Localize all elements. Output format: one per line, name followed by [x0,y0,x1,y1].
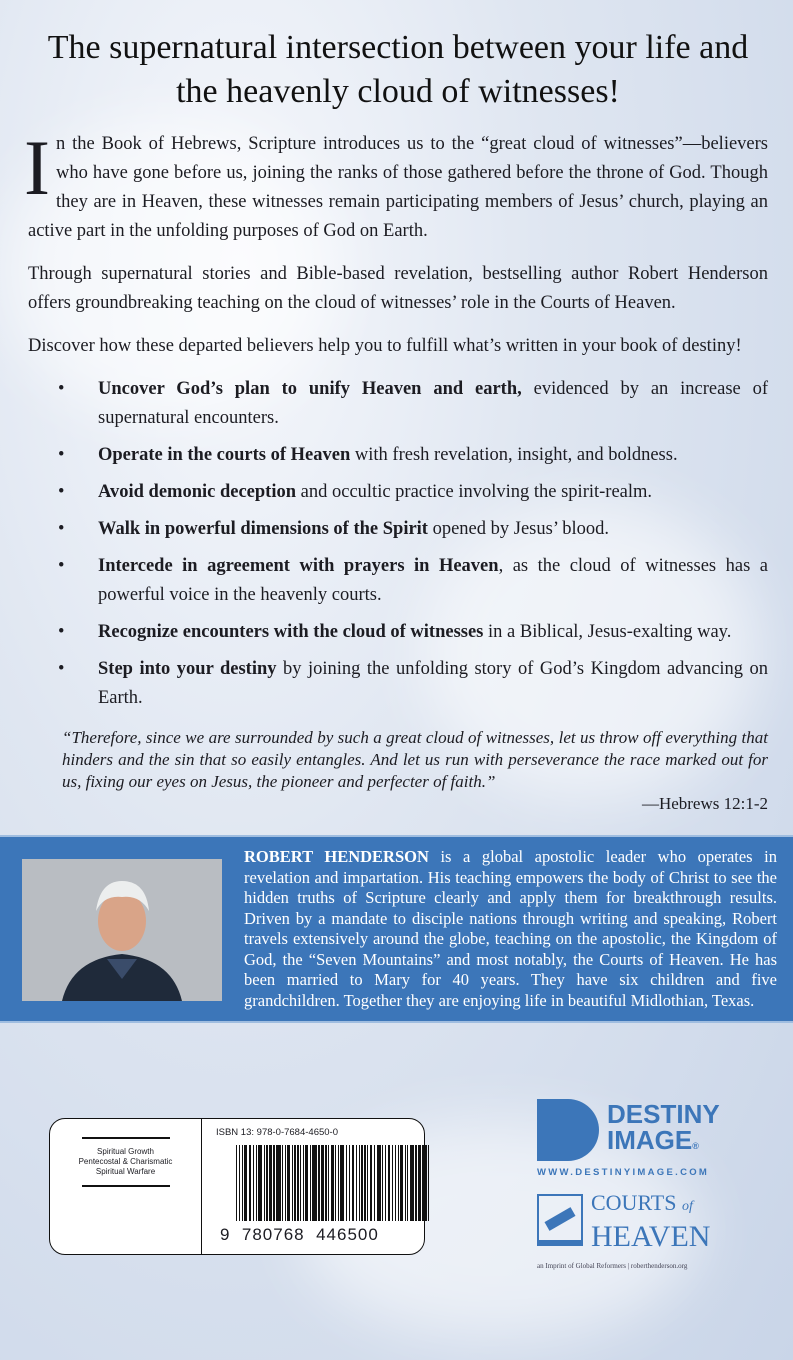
barcode-bar [292,1145,293,1221]
barcode-bar [340,1145,344,1221]
isbn-barcode-label [49,1118,425,1255]
barcode-bar [312,1145,316,1221]
barcode-bar [367,1145,368,1221]
barcode-bar [405,1145,406,1221]
barcode-bar [388,1145,391,1221]
intro-paragraph [24,124,768,246]
barcode-bar [410,1145,414,1221]
barcode-bar [242,1145,243,1221]
barcode-bar [395,1145,396,1221]
imprint-note: an Imprint of Global Reformers | roberthenderson.org [537,1262,688,1270]
barcode-bar [269,1145,272,1221]
barcode-bar [415,1145,416,1221]
destiny-image-logo [537,1099,777,1270]
barcode-bar [382,1145,383,1221]
barcode-bar [305,1145,308,1221]
barcode-bar [422,1145,423,1221]
barcode-bar [349,1145,350,1221]
barcode-bar [356,1145,357,1221]
barcode-bar [328,1145,329,1221]
category: Pentecostal & Charismatic [78,1157,173,1166]
category: Spiritual Warfare [95,1167,156,1176]
registered-mark: ® [692,1141,699,1151]
gavel-icon [537,1194,583,1246]
scripture-quote [62,727,768,815]
barcode-bar [287,1145,290,1221]
imprint-name-2: HEAVEN [591,1220,711,1253]
list-item: • Avoid demonic deception and occultic practice involving the spirit-realm. [58,478,768,507]
barcode-bar [374,1145,375,1221]
category-list [50,1119,202,1254]
imprint-name-1: COURTS [591,1190,677,1215]
barcode-bar [346,1145,347,1221]
quote-reference: —Hebrews 12:1-2 [641,794,768,813]
barcode-bar [335,1145,336,1221]
barcode-bar [370,1145,373,1221]
barcode-bar [318,1145,319,1221]
barcode-bar [239,1145,240,1221]
barcode-bar [321,1145,324,1221]
barcode-bar [425,1145,426,1221]
barcode-bar [264,1145,265,1221]
category: Spiritual Growth [97,1147,154,1156]
barcode-bar [310,1145,311,1221]
barcode-bar [392,1145,393,1221]
paragraph-2: Through supernatural stories and Bible-based revelation, bestselling author Robert Henderson offers groundbreaking teaching on the cloud of witnesses’ role in the Courts of Heaven. [28,264,768,313]
barcode-bar [244,1145,247,1221]
author-bio-band [0,835,793,1023]
barcode-bar [258,1145,262,1221]
headline: The supernatural intersection between your life and the heavenly cloud of witnesses! [47,29,749,110]
list-item: • Operate in the courts of Heaven with fresh revelation, insight, and boldness. [58,441,768,470]
barcode-bar [418,1145,421,1221]
barcode-bar [359,1145,360,1221]
barcode-bar [303,1145,304,1221]
list-item: • Walk in powerful dimensions of the Spirit opened by Jesus’ blood. [58,515,768,544]
barcode-bar [398,1145,399,1221]
list-item: • Step into your destiny by joining the unfolding story of God’s Kingdom advancing on Earth. [58,655,768,713]
barcode-bar [400,1145,403,1221]
paragraph-3: Discover how these departed believers help you to fulfill what’s written in your book of destiny! [28,336,742,356]
barcode-bar [253,1145,254,1221]
imprint-of: of [681,1199,693,1214]
author-photo [22,859,222,1001]
barcode-bar [294,1145,295,1221]
publisher-url: WWW.DESTINYIMAGE.COM [537,1167,710,1178]
barcode-bar [297,1145,298,1221]
list-item: • Intercede in agreement with prayers in Heaven, as the cloud of witnesses has a powerful voice in the heavenly courts. [58,552,768,610]
barcode [236,1145,431,1221]
list-item: • Uncover God’s plan to unify Heaven and earth, evidenced by an increase of supernatural encounters. [58,375,768,433]
barcode-bar [338,1145,339,1221]
drop-cap: I [24,124,50,211]
barcode-bar [331,1145,334,1221]
barcode-digits: 9 780768 446500 [220,1225,379,1244]
barcode-bar [364,1145,365,1221]
barcode-bar [282,1145,283,1221]
barcode-bar [285,1145,286,1221]
author-bio: ROBERT HENDERSON is a global apostolic leader who operates in revelation and impartation. His teaching empowers the body of Christ to see the hidden truths of Scripture clearly and apply them for breakthrough results. Driven by a mandate to disciple nations through writing and speaking, Robert travels extensively around the globe, teaching on the apostolic, the Kingdom of God, the “Seven Mountains” and most notably, the Courts of Heaven. He has been married to Mary for 40 years. They have six children and five grandchildren. Together they are enjoying life in beautiful Midlothian, Texas. [244,847,777,1010]
publisher-name-2: IMAGE [607,1125,693,1155]
barcode-bar [256,1145,257,1221]
quote-text: “Therefore, since we are surrounded by such a great cloud of witnesses, let us throw off everything that hinders and the sin that so easily entangles. And let us run with perseverance the race marked out for us, fixing our eyes on Jesus, the pioneer and perfecter of faith.” [62,728,768,791]
barcode-bar [385,1145,386,1221]
barcode-bar [266,1145,267,1221]
barcode-bar [377,1145,381,1221]
barcode-bar [276,1145,280,1221]
barcode-bar [352,1145,355,1221]
isbn-text: ISBN 13: 978-0-7684-4650-0 [216,1127,338,1138]
barcode-bar [300,1145,301,1221]
footer [0,1023,793,1323]
barcode-bar [325,1145,326,1221]
barcode-bar [407,1145,408,1221]
bullet-list [58,375,768,713]
barcode-bar [428,1145,429,1221]
publisher-name-1: DESTINY [607,1099,720,1129]
barcode-bar [236,1145,237,1221]
barcode-bar [361,1145,362,1221]
d-flame-icon [537,1099,599,1161]
barcode-bar [249,1145,252,1221]
intro-text: n the Book of Hebrews, Scripture introduces us to the “great cloud of witnesses”—believers who have gone before us, joining the ranks of those gathered before the throne of God. Though they are in Heaven, these witnesses remain participating members of Jesus’ church, playing an active part in the unfolding purposes of God on Earth. [28,134,768,241]
list-item: • Recognize encounters with the cloud of witnesses in a Biblical, Jesus-exalting way. [58,618,768,647]
barcode-bar [273,1145,274,1221]
